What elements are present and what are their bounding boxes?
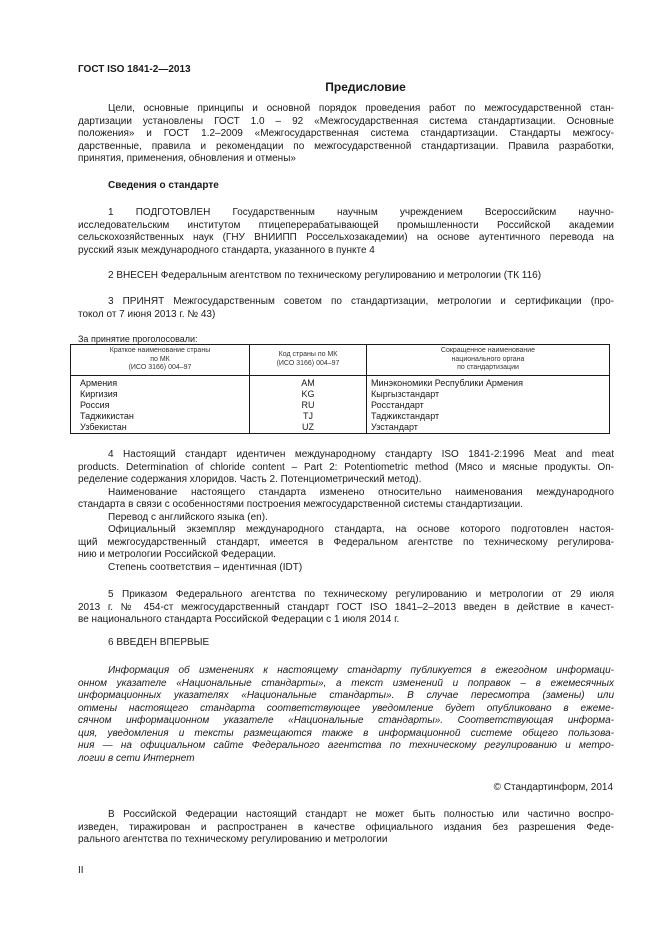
copyright: © Стандартинформ, 2014 xyxy=(493,782,613,793)
voted-label: За принятие проголосовали: xyxy=(78,334,198,344)
item-5: 5 Приказом Федерального агентства по техническому регулированию и метрологии от 29 июля 2013 г. № 454-ст межгосударственный стандарт ГОСТ ISO 1841–2–2013 введен в действие в качест- ве национального стандарта Российской Федерации с 1 июля 2014 г. xyxy=(78,589,614,625)
item-4-translation: Перевод с английского языка (en). xyxy=(108,511,268,523)
page-number: II xyxy=(78,865,84,876)
final-paragraph: В Российской Федерации настоящий стандарт не может быть полностью или частично воспро- изведен, тиражирован и распространен в качестве официального издания без разрешения Феде- рального агентства по техническому регулированию и метрологии xyxy=(78,809,614,845)
item-1: 1 ПОДГОТОВЛЕН Государственным научным учреждением Всероссийским научно- исследовательским институтом птицеперерабатывающей промышленности Российской академии сельскохозяйственных наук (ГНУ ВНИИПП Россельхозакадемии) на основе аутентичного перевода на русский язык международного стандарта, указанного в пункте 4 xyxy=(78,207,614,256)
page-title: Предисловие xyxy=(325,80,406,94)
table-row: Армения AM Минэкономики Республики Армения xyxy=(71,375,610,389)
table-row: Таджикистан TJ Таджикстандарт xyxy=(71,411,610,422)
notice-paragraph: Информация об изменениях к настоящему стандарту публикуется в ежегодном информаци- онном указателе «Национальные стандарты», а текст изменений и поправок – в ежемесячных информационных указателях «Национальные стандарты». В случае пересмотра (замены) или отмены настоящего стандарта соответствующее уведомление будет опубликовано в ежеме- сячном информационном указателе «Национальные стандарты». Соответствующая информа- ция, уведомления и тексты размещаются также в информационной системе общего пользова- ния — на официальном сайте Федерального агентства по техническому регулированию и метро- логии в сети Интернет xyxy=(78,665,614,764)
item-6: 6 ВВЕДЕН ВПЕРВЫЕ xyxy=(108,637,210,648)
info-heading: Сведения о стандарте xyxy=(108,180,219,191)
item-4-official-copy: Официальный экземпляр международного стандарта, на основе которого подготовлен настоя- xyxy=(108,524,614,535)
header-country: Краткое наименование страны по МК (ИСО 3166) 004–97 xyxy=(71,345,250,376)
header-body: Сокращенное наименование национального органа по стандартизации xyxy=(367,345,610,376)
voting-table xyxy=(70,344,610,434)
item-4-degree: Степень соответствия – идентичная (IDT) xyxy=(108,561,303,573)
item-2: 2 ВНЕСЕН Федеральным агентством по техническому регулированию и метрологии (ТК 116) xyxy=(108,270,542,281)
intro-paragraph: Цели, основные принципы и основной порядок проведения работ по межгосударственной стан- дартизации установлены ГОСТ 1.0 – 92 «Межгосударственная система стандартизации. Основные положения» и ГОСТ 1.2–2009 «Межгосударственная система стандартизации. Стандарты межгосу- дарственные, правила и рекомендации по межгосударственной стандартизации. Правила разработки, принятия, применения, обновления и отмены» xyxy=(78,103,614,164)
table-row: Узбекистан UZ Узстандарт xyxy=(71,422,610,434)
item-4-name-change: Наименование настоящего стандарта изменено относительно наименования международного xyxy=(108,486,614,498)
table-header-row xyxy=(71,345,610,376)
item-4: 4 Настоящий стандарт идентичен международному стандарту ISO 1841-2:1996 Meat and meat products. Determination of chloride content – Part 2: Potentiometric method (Мясо и мясные продукты. Оп- ределение содержания хлоридов. Часть 2. Потенциометрический метод). Наименование настоящего стандарта изменено относительно наименования международного стандарта в связи с особенностями построения межгосударственной системы стандартизации. Перевод с английского языка (en). Официальный экземпляр международного стандарта, на основе которого подготовлен настоя- щий межгосударственный стандарт, имеется в Федеральном агентстве по техническому регулирова- нию и метрологии Российской Федерации. Степень соответствия – идентичная (IDT) xyxy=(78,449,614,573)
table-row: Россия RU Росстандарт xyxy=(71,400,610,411)
header-code: Код страны по МК (ИСО 3166) 004–97 xyxy=(250,345,367,376)
table-row: Киргизия KG Кыргызстандарт xyxy=(71,389,610,400)
document-id: ГОСТ ISO 1841-2—2013 xyxy=(78,64,191,75)
item-3: 3 ПРИНЯТ Межгосударственным советом по стандартизации, метрологии и сертификации (про- токол от 7 июня 2013 г. № 43) xyxy=(78,296,614,320)
